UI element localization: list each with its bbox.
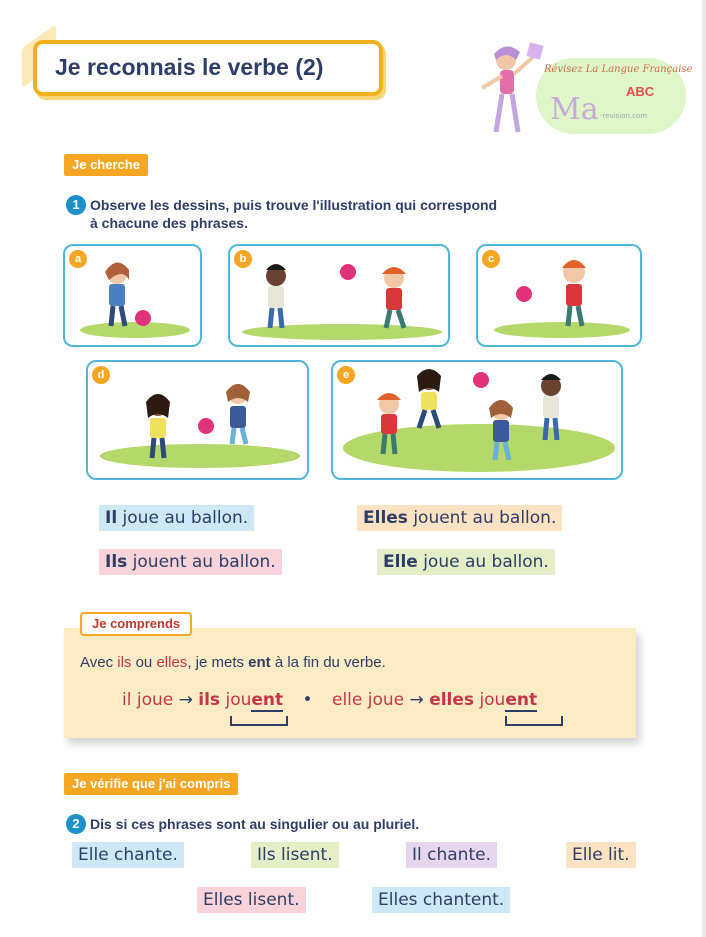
phrase-elle-joue bbox=[377, 549, 555, 575]
rule-elles: elles bbox=[156, 654, 188, 671]
example-1-stem: jou bbox=[225, 690, 252, 710]
agreement-link-icon bbox=[505, 716, 563, 726]
phrase-rest: joue au ballon. bbox=[417, 552, 549, 572]
rule-example bbox=[122, 690, 537, 710]
section-tag-je-cherche: Je cherche bbox=[64, 154, 148, 176]
page-title: Je reconnais le verbe (2) bbox=[55, 54, 324, 80]
example-2-verb bbox=[479, 690, 537, 712]
frame-letter: d bbox=[92, 366, 110, 384]
two-girls-with-ball-illustration bbox=[88, 362, 309, 480]
frame-letter: b bbox=[234, 250, 252, 268]
sentence-il-chante: Il chante. bbox=[406, 842, 497, 868]
illustration-c bbox=[476, 244, 642, 347]
illustration-b bbox=[228, 244, 450, 347]
rule-part: Avec bbox=[80, 654, 118, 671]
instruction-line-1: Observe les dessins, puis trouve l'illustration qui correspond bbox=[90, 197, 498, 213]
exercise-2-instruction: Dis si ces phrases sont au singulier ou au pluriel. bbox=[90, 816, 420, 832]
sentence-elles-lisent: Elles lisent. bbox=[197, 887, 306, 913]
example-2-base: elle joue bbox=[331, 690, 405, 710]
phrase-subject: Ils bbox=[105, 552, 128, 572]
rule-ent: ent bbox=[248, 654, 271, 671]
section-tag-je-verifie: Je vérifie que j'ai compris bbox=[64, 773, 238, 795]
example-1-verb bbox=[225, 690, 283, 712]
phrase-elles-jouent bbox=[357, 505, 562, 531]
sentence-elle-chante: Elle chante. bbox=[72, 842, 184, 868]
two-children-passing-ball-illustration bbox=[230, 246, 450, 347]
logo-brand: Ma bbox=[550, 92, 599, 127]
rule-text bbox=[80, 654, 386, 671]
boy-bouncing-ball-illustration bbox=[478, 246, 642, 347]
phrase-rest: jouent au ballon. bbox=[407, 508, 557, 528]
phrase-rest: joue au ballon. bbox=[117, 508, 249, 528]
phrase-rest: jouent au ballon. bbox=[127, 552, 276, 572]
example-1-base: il joue bbox=[122, 690, 174, 710]
group-playing-ball-illustration bbox=[333, 362, 623, 480]
phrase-il-joue bbox=[99, 505, 254, 531]
rule-part: à la fin du verbe. bbox=[270, 654, 386, 671]
agreement-link-icon bbox=[230, 716, 288, 726]
phrase-subject: Il bbox=[105, 508, 118, 528]
example-1-subject: ils bbox=[198, 690, 221, 710]
page-edge bbox=[702, 0, 706, 937]
frame-letter: e bbox=[337, 366, 355, 384]
sentence-elle-lit: Elle lit. bbox=[566, 842, 636, 868]
arrow-icon: → bbox=[178, 690, 193, 710]
sentence-elles-chantent: Elles chantent. bbox=[372, 887, 510, 913]
phrase-subject: Elles bbox=[363, 508, 408, 528]
title-box bbox=[33, 40, 383, 96]
example-2-stem: jou bbox=[479, 690, 506, 710]
logo-abc: ABC bbox=[626, 84, 655, 99]
example-2-subject: elles bbox=[429, 690, 475, 710]
exercise-number-1: 1 bbox=[66, 195, 86, 215]
section-tag-je-comprends: Je comprends bbox=[80, 612, 192, 636]
exercise-number-2: 2 bbox=[66, 814, 86, 834]
frame-letter: c bbox=[482, 250, 500, 268]
phrase-subject: Elle bbox=[383, 552, 418, 572]
illustration-e bbox=[331, 360, 623, 480]
example-2-ending: ent bbox=[505, 690, 538, 710]
site-logo bbox=[476, 40, 693, 140]
rule-part: , je mets bbox=[187, 654, 249, 671]
arrow-icon: → bbox=[409, 690, 424, 710]
illustration-a bbox=[63, 244, 202, 347]
example-1-ending: ent bbox=[251, 690, 284, 710]
sentence-ils-lisent: Ils lisent. bbox=[251, 842, 339, 868]
illustration-d bbox=[86, 360, 309, 480]
logo-tagline: Révisez La Langue Française bbox=[544, 64, 693, 75]
rule-ils: ils bbox=[117, 654, 132, 671]
phrase-ils-jouent bbox=[99, 549, 282, 575]
logo-domain: -revision.com bbox=[600, 112, 648, 120]
bullet-separator: • bbox=[302, 690, 313, 710]
rule-part: ou bbox=[131, 654, 157, 671]
frame-letter: a bbox=[69, 250, 87, 268]
instruction-line-2: à chacune des phrases. bbox=[90, 215, 248, 231]
